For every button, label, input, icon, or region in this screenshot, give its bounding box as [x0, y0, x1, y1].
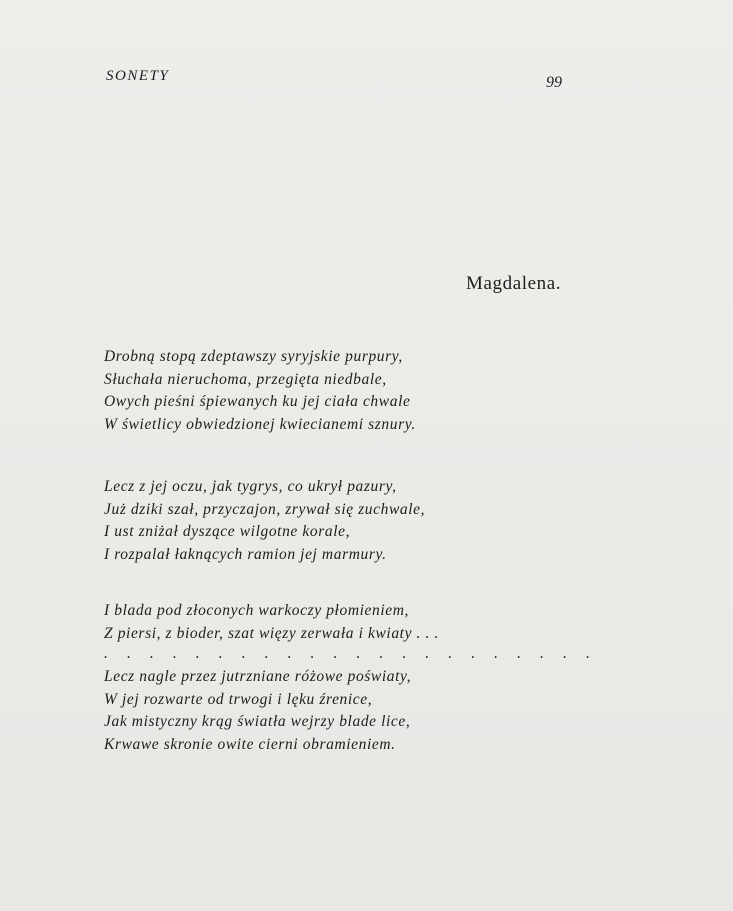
poem-line: Krwawe skronie owite cierni obramieniem. [104, 735, 396, 753]
poem-line: W świetlicy obwiedzionej kwiecianemi sznury. [104, 415, 416, 433]
poem-line: I blada pod złoconych warkoczy płomieniem, [104, 602, 410, 619]
stanza-1 [104, 346, 416, 436]
poem-line: Jak mistyczny krąg światła wejrzy blade lice, [104, 713, 411, 730]
poem-line: I ust zniżał dyszące wilgotne korale, [104, 523, 351, 540]
poem-title: Magdalena. [466, 273, 562, 294]
ellipsis-line: . . . . . . . . . . . . . . . . . . . . . . [104, 645, 598, 662]
poem-line: Owych pieśni śpiewanych ku jej ciała chwale [104, 393, 411, 410]
running-head: SONETY [106, 68, 170, 84]
poem-line: I rozpalał łaknących ramion jej marmury. [104, 545, 387, 563]
stanza-3 [104, 600, 597, 756]
poem-line: Lecz nagle przez jutrzniane różowe poświaty, [104, 668, 412, 685]
poem-line: Drobną stopą zdeptawszy syryjskie purpury, [104, 348, 403, 365]
stanza-2 [104, 476, 425, 566]
poem-line: Z piersi, z bioder, szat więzy zerwała i kwiaty . . . [104, 624, 439, 642]
poem-line: Lecz z jej oczu, jak tygrys, co ukrył pazury, [104, 478, 397, 495]
poem-line: W jej rozwarte od trwogi i lęku źrenice, [104, 690, 373, 708]
page-number: 99 [546, 74, 562, 91]
poem-line: Już dziki szał, przyczajon, zrywał się zuchwale, [104, 500, 426, 518]
poem-line: Słuchała nieruchoma, przegięta niedbale, [104, 370, 387, 388]
